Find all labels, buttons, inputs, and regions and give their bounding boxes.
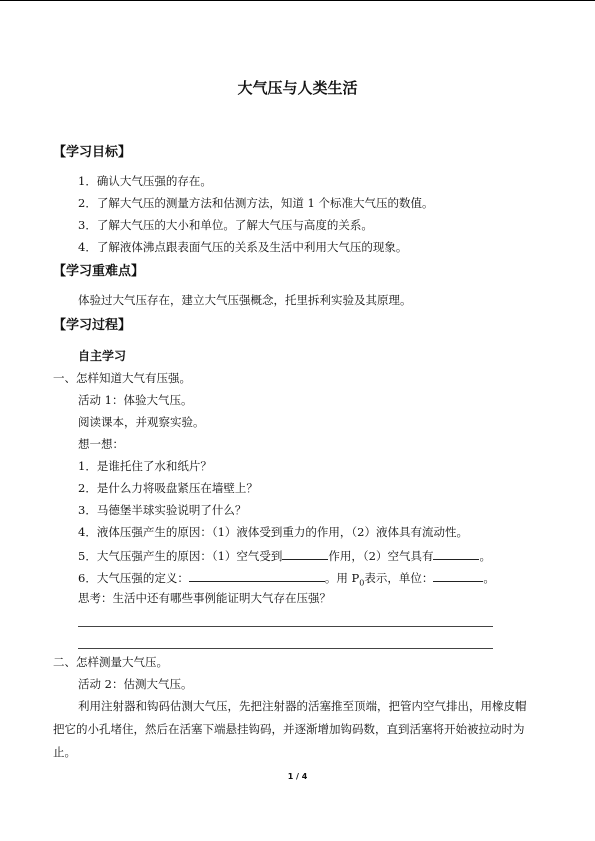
reflection-question: 思考：生活中还有哪些事例能证明大气存在压强？ bbox=[78, 591, 331, 605]
question-2: 2．是什么力将吸盘紧压在墙壁上？ bbox=[78, 481, 258, 495]
goal-item-1: 1．确认大气压强的存在。 bbox=[78, 174, 212, 188]
question-5-suffix: 。 bbox=[479, 549, 491, 563]
part2-heading: 二、怎样测量大气压。 bbox=[53, 655, 168, 669]
question-5 bbox=[78, 549, 491, 563]
question-6-subscript: 0 bbox=[359, 578, 365, 588]
page-top-border bbox=[0, 0, 595, 1]
activity-2: 活动 2：估测大气压。 bbox=[78, 677, 193, 691]
think-label: 想一想： bbox=[78, 437, 124, 451]
learning-goals-heading: 【学习目标】 bbox=[53, 145, 132, 160]
read-instruction: 阅读课本，并观察实验。 bbox=[78, 415, 205, 429]
answer-line[interactable] bbox=[78, 648, 493, 649]
question-5-middle: 作用，（2）空气具有 bbox=[328, 549, 434, 563]
question-1: 1．是谁托住了水和纸片？ bbox=[78, 459, 212, 473]
fill-blank[interactable] bbox=[282, 549, 328, 560]
page-number: 1 / 4 bbox=[287, 772, 308, 781]
fill-blank[interactable] bbox=[433, 549, 479, 560]
learning-process-heading: 【学习过程】 bbox=[53, 318, 132, 333]
fill-blank[interactable] bbox=[189, 571, 325, 582]
goal-item-4: 4．了解液体沸点跟表面气压的关系及生活中利用大气压的现象。 bbox=[78, 240, 408, 254]
part1-heading: 一、怎样知道大气有压强。 bbox=[53, 371, 191, 385]
self-study-label: 自主学习 bbox=[78, 349, 127, 363]
goal-item-3: 3．了解大气压的大小和单位。了解大气压与高度的关系。 bbox=[78, 218, 373, 232]
activity-2-paragraph: 利用注射器和钩码估测大气压，先把注射器的活塞推至顶端，把管内空气排出，用橡皮帽把它的小孔堵住，然后在活塞下端悬挂钩码，并逐渐增加钩码数，直到活塞将开始被拉动时为止。 bbox=[53, 699, 527, 759]
question-6-symbol: 。用 P bbox=[324, 571, 360, 585]
document-title: 大气压与人类生活 bbox=[237, 79, 358, 97]
question-6-prefix: 6．大气压强的定义： bbox=[78, 571, 189, 585]
question-5-prefix: 5．大气压强产生的原因：（1）空气受到 bbox=[78, 549, 283, 563]
key-difficulty-heading: 【学习重难点】 bbox=[53, 264, 145, 279]
question-6 bbox=[78, 571, 495, 587]
goal-item-2: 2．了解大气压的测量方法和估测方法，知道 1 个标准大气压的数值。 bbox=[78, 196, 434, 210]
fill-blank[interactable] bbox=[433, 571, 483, 582]
question-3: 3．马德堡半球实验说明了什么？ bbox=[78, 503, 247, 517]
key-difficulty-text: 体验过大气压存在，建立大气压强概念，托里拆利实验及其原理。 bbox=[78, 293, 412, 307]
question-4: 4．液体压强产生的原因：（1）液体受到重力的作用，（2）液体具有流动性。 bbox=[78, 525, 468, 539]
activity-1: 活动 1：体验大气压。 bbox=[78, 393, 193, 407]
question-6-unit-label: 表示，单位： bbox=[364, 571, 434, 585]
answer-line[interactable] bbox=[78, 626, 493, 627]
question-6-suffix: 。 bbox=[483, 571, 495, 585]
